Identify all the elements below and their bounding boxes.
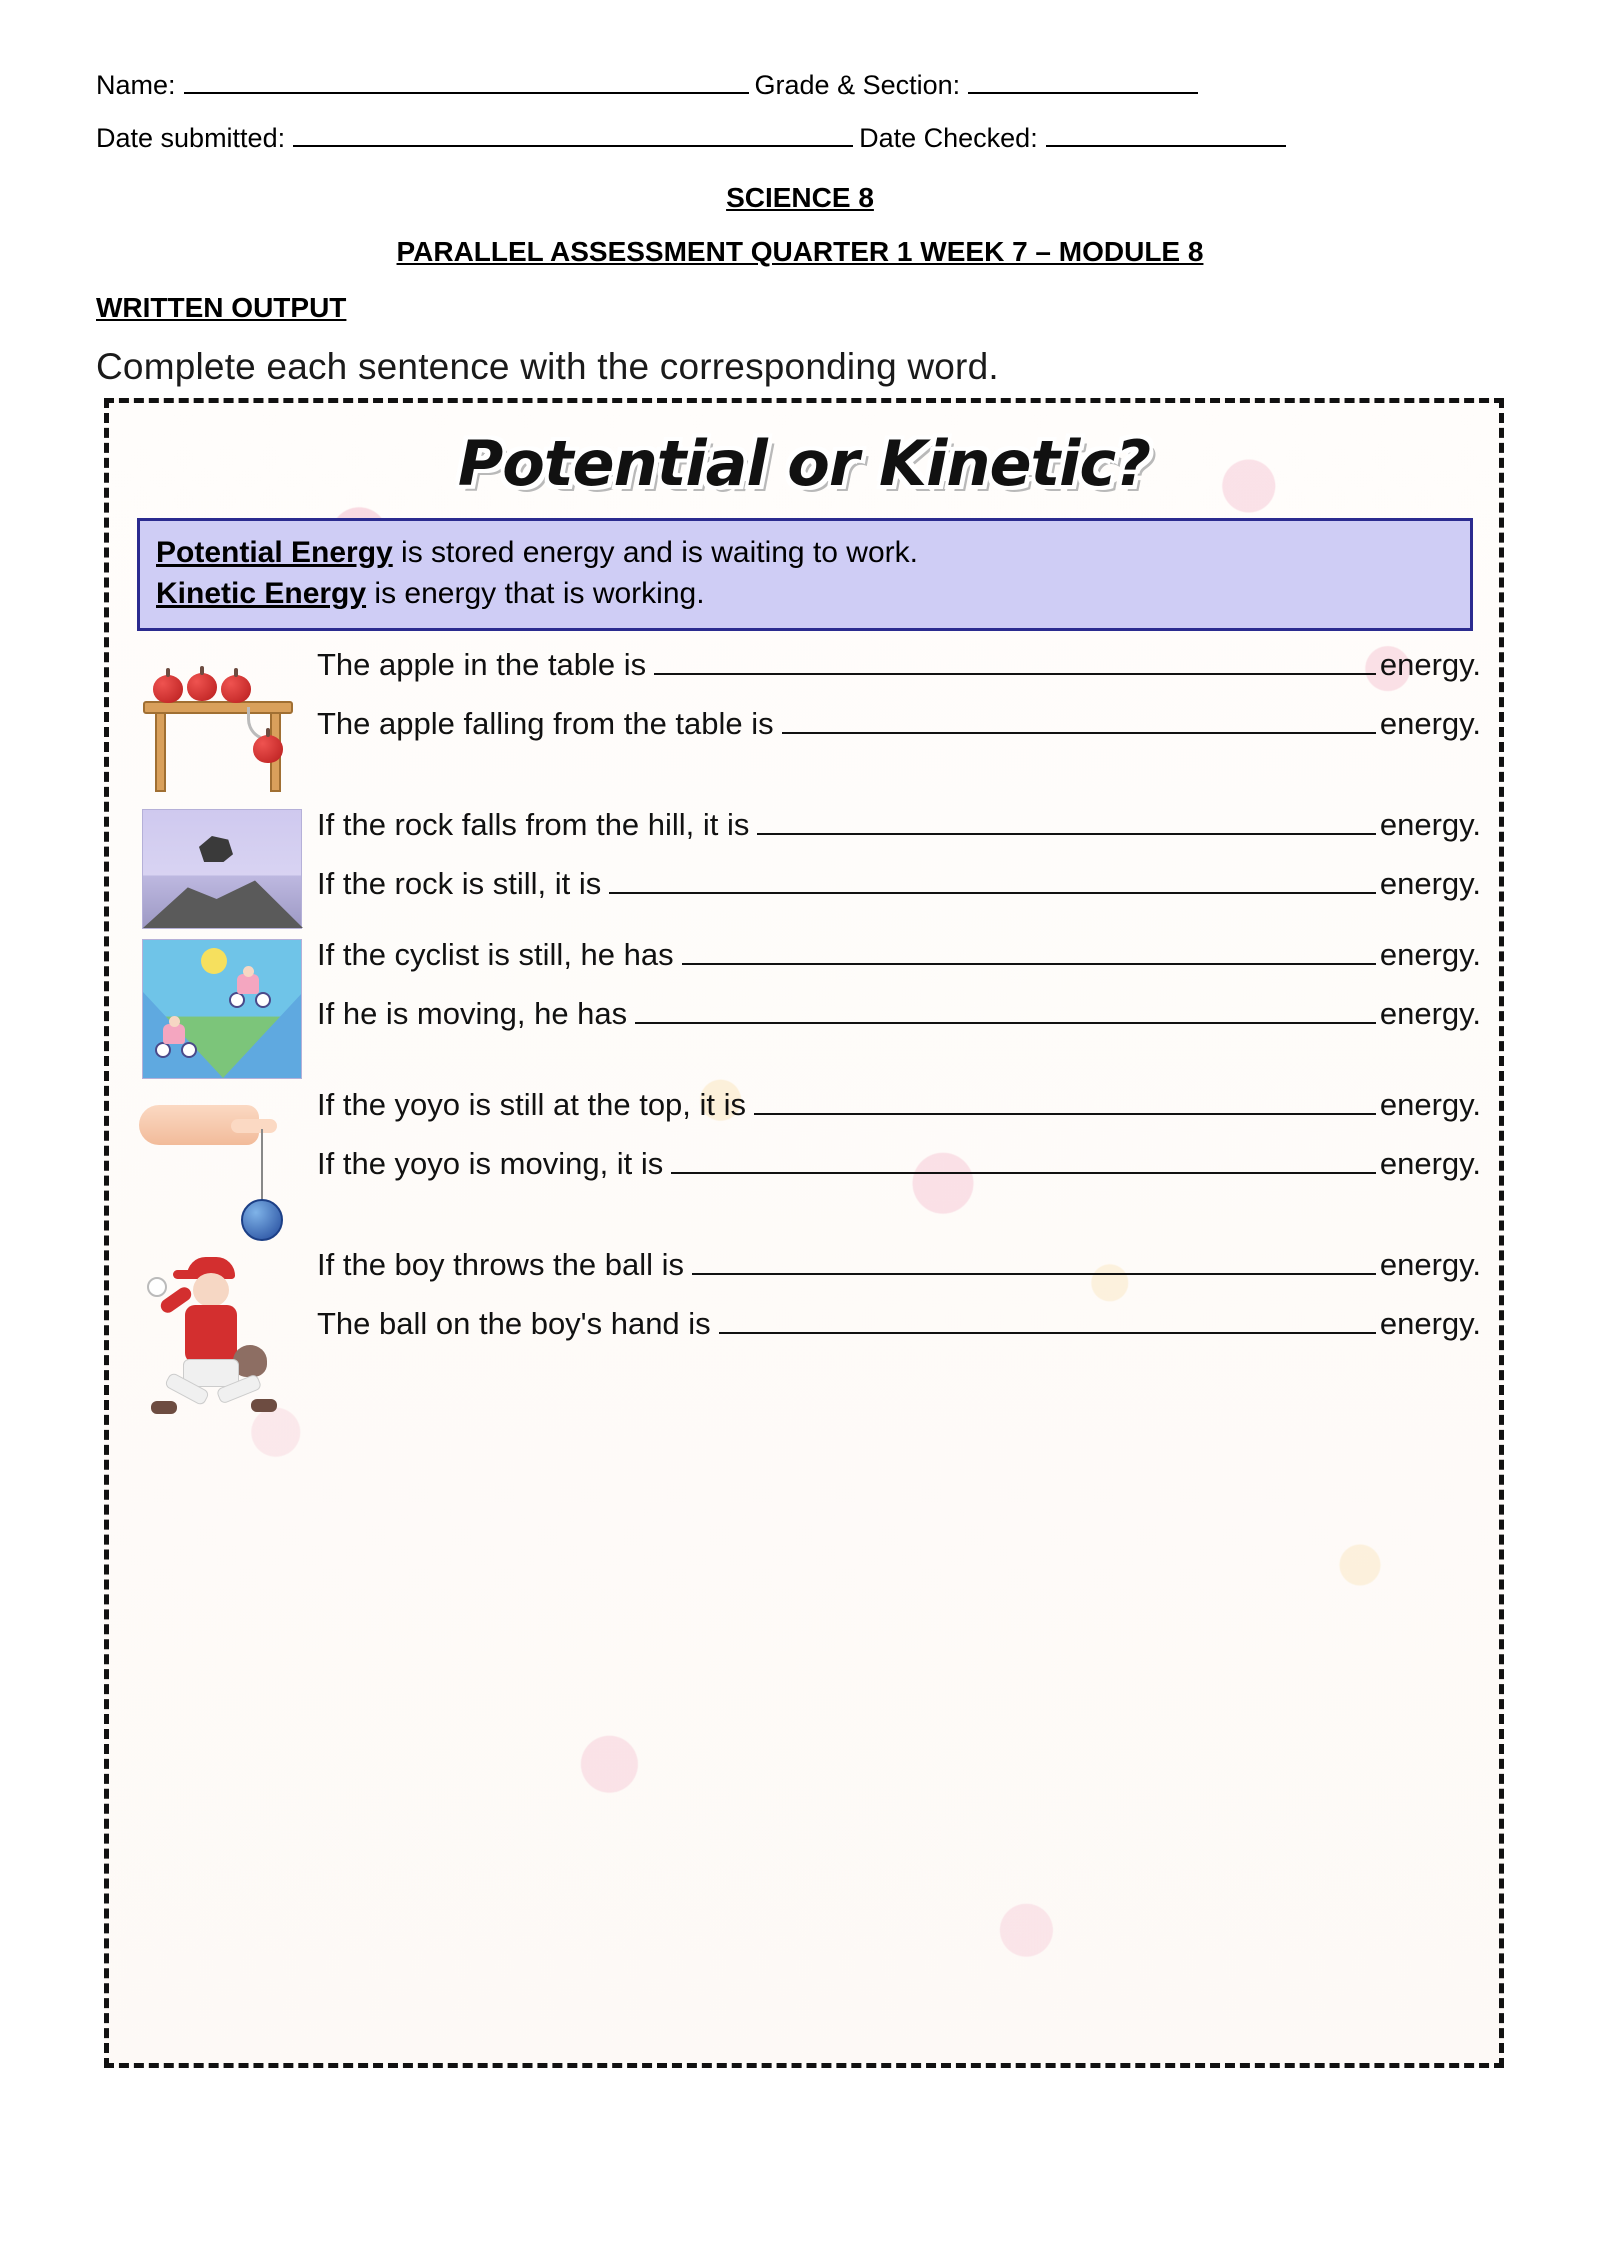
instruction-text: Complete each sentence with the corresponding word. xyxy=(96,346,999,387)
kinetic-term: Kinetic Energy xyxy=(156,576,367,610)
rock-on-hill-illustration xyxy=(127,809,317,929)
question-end-text: energy. xyxy=(1379,865,1481,901)
question-end-text: energy. xyxy=(1379,937,1481,972)
subject-title xyxy=(96,182,1504,214)
answer-blank[interactable] xyxy=(635,1022,1376,1024)
question-line xyxy=(317,865,1481,901)
answer-blank[interactable] xyxy=(682,963,1376,965)
question-text: The apple in the table is xyxy=(317,647,647,682)
question-line xyxy=(317,1145,1481,1181)
question-end-text: energy. xyxy=(1379,647,1481,682)
question-text: The apple falling from the table is xyxy=(317,705,774,741)
question-end-text: energy. xyxy=(1379,1305,1481,1341)
potential-definition xyxy=(156,533,1454,574)
assessment-title-text: PARALLEL ASSESSMENT QUARTER 1 WEEK 7 – MODULE 8 xyxy=(396,236,1204,267)
question-end-text: energy. xyxy=(1379,1247,1481,1282)
assessment-title xyxy=(96,236,1504,268)
question-end-text: energy. xyxy=(1379,995,1481,1031)
answer-blank[interactable] xyxy=(692,1273,1376,1275)
answer-blank[interactable] xyxy=(782,732,1376,734)
question-text: If the rock falls from the hill, it is xyxy=(317,807,750,842)
question-group xyxy=(109,1249,1499,1439)
question-text: If the rock is still, it is xyxy=(317,865,602,901)
question-text: If the yoyo is still at the top, it is xyxy=(317,1087,747,1122)
answer-blank[interactable] xyxy=(757,833,1375,835)
question-text: If the boy throws the ball is xyxy=(317,1247,685,1282)
question-text: If the yoyo is moving, it is xyxy=(317,1145,664,1181)
grade-section-label: Grade & Section: xyxy=(754,70,961,100)
worksheet-card xyxy=(104,398,1504,2068)
question-text: If the cyclist is still, he has xyxy=(317,937,674,972)
question-text: If he is moving, he has xyxy=(317,995,628,1031)
definitions-box xyxy=(137,518,1473,631)
question-line xyxy=(317,809,1481,842)
question-end-text: energy. xyxy=(1379,1087,1481,1122)
date-row xyxy=(96,123,1504,154)
worksheet-title: Potential or Kinetic? xyxy=(457,427,1151,500)
subject-title-text: SCIENCE 8 xyxy=(726,182,874,213)
question-line xyxy=(317,995,1481,1031)
name-row xyxy=(96,70,1504,101)
boy-throwing-ball-illustration xyxy=(127,1249,317,1439)
potential-term: Potential Energy xyxy=(156,536,393,569)
question-line xyxy=(317,1305,1481,1341)
potential-definition-text: is stored energy and is waiting to work. xyxy=(392,536,918,569)
question-group xyxy=(109,1089,1499,1239)
cyclist-on-hill-illustration xyxy=(127,939,317,1079)
question-line xyxy=(317,939,1481,972)
question-line xyxy=(317,1089,1481,1122)
grade-section-input-line[interactable] xyxy=(968,92,1198,94)
date-submitted-input-line[interactable] xyxy=(293,145,853,147)
question-end-text: energy. xyxy=(1379,1145,1481,1181)
question-end-text: energy. xyxy=(1379,807,1481,842)
date-submitted-label: Date submitted: xyxy=(96,123,286,153)
question-group xyxy=(109,809,1499,929)
question-list xyxy=(109,649,1499,1439)
date-checked-label: Date Checked: xyxy=(859,123,1038,153)
question-line xyxy=(317,649,1481,682)
question-line xyxy=(317,1249,1481,1282)
hand-with-yoyo-illustration xyxy=(127,1089,317,1239)
answer-blank[interactable] xyxy=(754,1113,1376,1115)
name-input-line[interactable] xyxy=(184,92,749,94)
kinetic-definition-text: is energy that is working. xyxy=(366,576,705,610)
kinetic-definition xyxy=(156,574,1454,615)
question-group xyxy=(109,939,1499,1079)
question-end-text: energy. xyxy=(1379,705,1481,741)
answer-blank[interactable] xyxy=(719,1332,1376,1334)
answer-blank[interactable] xyxy=(609,892,1376,894)
section-heading: WRITTEN OUTPUT xyxy=(96,292,347,323)
date-checked-input-line[interactable] xyxy=(1046,145,1286,147)
name-label: Name: xyxy=(96,70,176,100)
apples-on-table-illustration xyxy=(127,649,317,799)
question-line xyxy=(317,705,1481,741)
question-text: The ball on the boy's hand is xyxy=(317,1305,711,1341)
question-group xyxy=(109,649,1499,799)
answer-blank[interactable] xyxy=(671,1172,1376,1174)
answer-blank[interactable] xyxy=(654,673,1376,675)
